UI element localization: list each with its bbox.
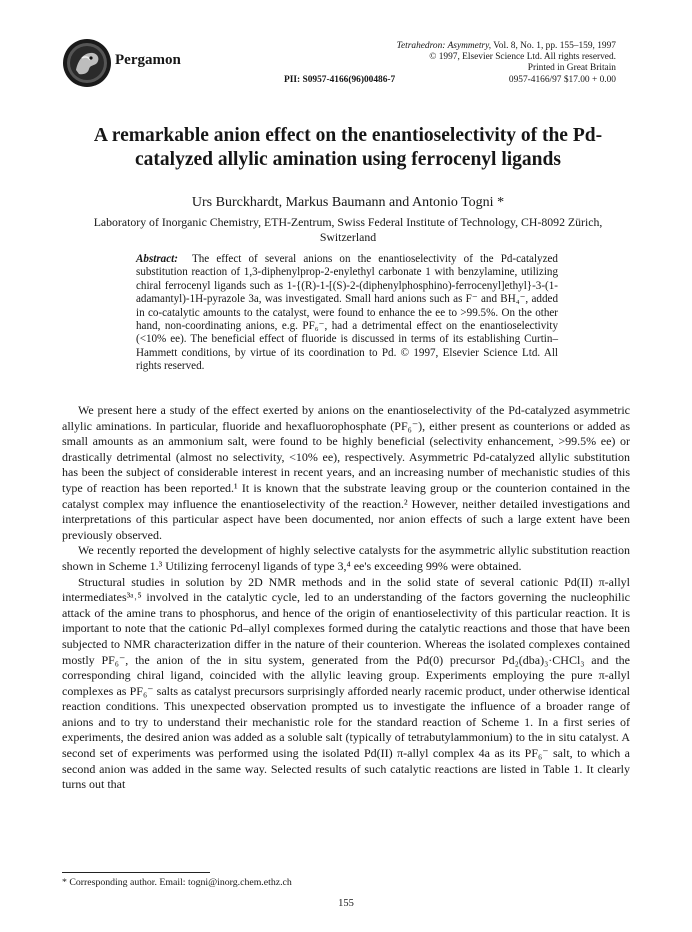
abstract-label: Abstract: [136,253,178,265]
footnote: * Corresponding author. Email: togni@inorg.chem.ethz.ch [62,877,292,888]
page-number: 155 [338,898,354,909]
author-list: Urs Burckhardt, Markus Baumann and Antonio Togni * [191,195,505,210]
pergamon-logo [62,38,112,88]
publisher-name: Pergamon [115,52,181,68]
journal-name: Tetrahedron: Asymmetry, [396,41,492,51]
body-paragraph-3: Structural studies in solution by 2D NMR methods and in the solid state of several cationic Pd(II) π-allyl intermediates³ᵃ˒⁵ involved in the catalytic cycle, led to an understanding of the factors governing the nucleophilic attack of the amine trans to phosphorus, and hence of the origin of enantioselectivity of this particular reaction. It is important to note that the cationic Pd–allyl complexes formed during the catalytic reactions and those that have been subjected to NMR characterization differ in the nature of their counterion. Whereas the isolated complexes contained mostly PF₆⁻, the anion of the in situ system, generated from the Pd(0) precursor Pd₂(dba)₃·CHCl₃ and the corresponding chiral ligand, coincided with the allylic leaving group. Experiments employing the pure π-allyl complexes as PF₆⁻ salts as catalyst precursors surprisingly afforded nearly racemic product, under otherwise identical reaction conditions. This unexpected observation prompted us to investigate the influence of a broader range of anions and to try to understand their mechanistic role for the standard reaction of Scheme 1. In a first series of experiments, the desired anion was added as a soluble salt (typically of tetrabutylammonium) to the in situ catalyst. A second set of experiments was performed using the isolated Pd(II) π-allyl complex 4a as its PF₆⁻ salt, to which a second anion was added in the same way. Selected results of such catalytic reactions are listed in Table 1. It clearly turns out that [62,574,630,792]
body-paragraph-2: We recently reported the development of highly selective catalysts for the asymmetric allylic substitution reaction shown in Scheme 1.³ Utilizing ferrocenyl ligands of type 3,⁴ ee's exceeding 99% were obtained. [62,543,630,573]
abstract-block [136,253,558,374]
body-paragraph-1: We present here a study of the effect exerted by anions on the enantioselectivity of the Pd-catalyzed asymmetric allylic aminations. In particular, fluoride and hexafluorophosphate (PF₆⁻), either present as counterions or added as small amounts as an ammonium salt, were found to be highly beneficial (selectivity enhancement, >99.5% ee) or drastically detrimental (almost no selectivity, <10% ee), respectively. Asymmetric Pd-catalyzed allylic substitution has been the subject of considerable interest in recent years, and an increasing number of mechanistic studies of this type of reaction has been reported.¹ It is known that the substrate leaving group or the counterion contained in the catalyst complex may influence the enantioselectivity of the reaction.² However, neither detailed investigations and interpretations of this particular aspect have been documented, nor anion effects of such a large extent have been previously observed. [62,403,630,542]
journal-citation [286,41,616,52]
journal-volume: Vol. 8, No. 1, pp. 155–159, 1997 [491,41,616,51]
issn-price: 0957-4166/97 $17.00 + 0.00 [508,74,616,85]
pii-code: PII: S0957-4166(96)00486-7 [284,75,396,85]
footnote-rule [62,872,210,873]
affiliation: Laboratory of Inorganic Chemistry, ETH-Zentrum, Swiss Federal Institute of Technology, CH-8092 Zürich, Switzerland [93,215,603,244]
abstract-text: The effect of several anions on the enantioselectivity of the Pd-catalyzed substitution reaction of 1,3-diphenylprop-2-enylethyl carbonate 1 with benzylamine, utilizing chiral ferrocenyl ligands such as 1-{(R)-1-[(S)-2-(diphenylphosphino)-ferrocenyl]ethyl}-3-(1-adamantyl)-1H-pyrazole 3a, was investigated. Small hard anions such as F⁻ and BH₄⁻, added in co-catalytic amounts to the catalyst, were found to enhance the ee to >99.5%. On the other hand, non-coordinating anions, e.g. PF₆⁻, had a detrimental effect on the enantioselectivity (<10% ee). The beneficial effect of fluoride is discussed in terms of its establishing Curtin–Hammett conditions, by virtue of its coordination to Pd. © 1997, Elsevier Science Ltd. All rights reserved. [136,253,558,373]
paper-title: A remarkable anion effect on the enantioselectivity of the Pd-catalyzed allylic amination using ferrocenyl ligands [93,125,603,170]
body-text [62,403,630,793]
copyright-line: © 1997, Elsevier Science Ltd. All rights reserved. [429,52,616,63]
printed-in: Printed in Great Britain [527,63,616,74]
